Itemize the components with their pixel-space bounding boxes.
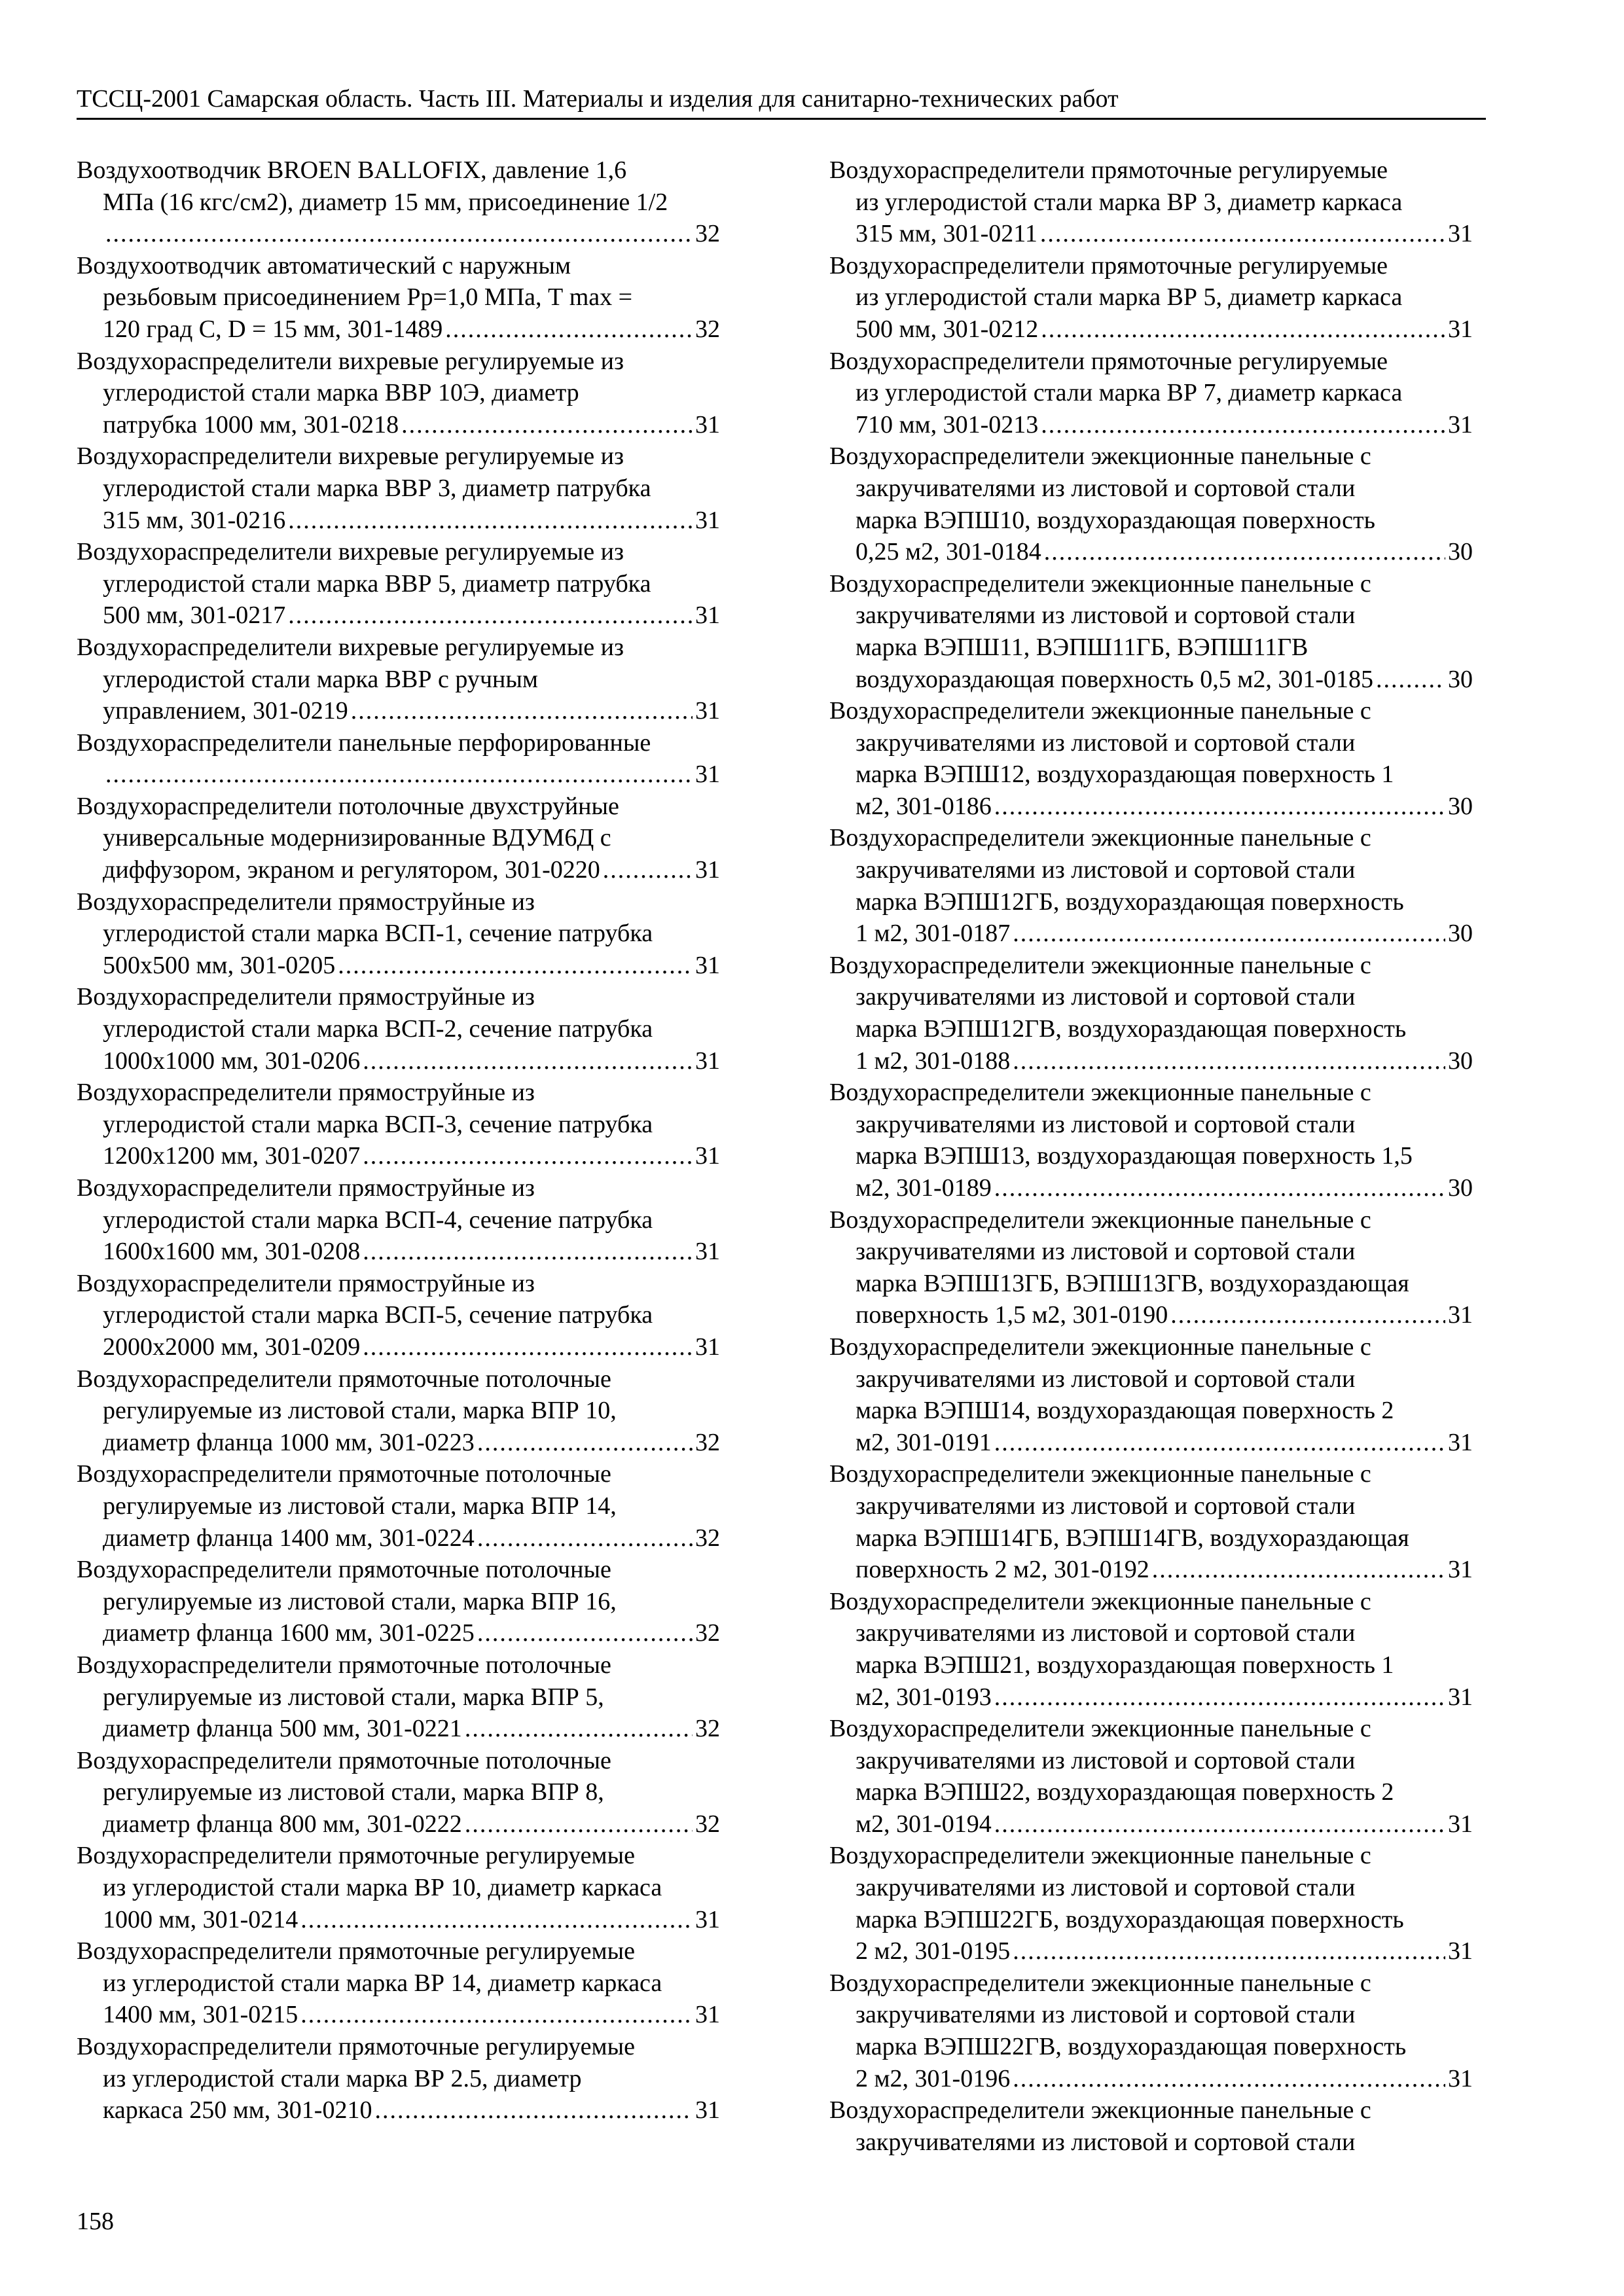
index-entry-line: углеродистой стали марка ВСП-3, сечение патрубка [103, 1110, 653, 1138]
index-entry-leader-line [103, 1331, 720, 1363]
index-entry-line: закручивателями из листовой и сортовой стали [856, 983, 1356, 1011]
index-entry-line: Воздухораспределители эжекционные панельные с [829, 1333, 1371, 1361]
index-entry [77, 440, 720, 536]
index-entry-leader-line [103, 759, 720, 791]
dot-leader [363, 1045, 693, 1077]
index-entry-line: Воздухораспределители прямоструйные из [77, 1269, 535, 1297]
index-entry-leader-line [856, 218, 1473, 250]
index-entry-last-line: м2, 301-0194 [856, 1810, 992, 1838]
index-entry-leader-line [103, 1617, 720, 1649]
index-entry-leader-line [103, 1904, 720, 1936]
index-entry [77, 1172, 720, 1268]
index-entry-line: Воздухораспределители эжекционные панельные с [829, 2096, 1371, 2125]
header-divider [77, 118, 1486, 120]
index-entry-leader-line [103, 1522, 720, 1554]
index-entry [829, 1586, 1473, 1713]
index-entry-line: закручивателями из листовой и сортовой стали [856, 474, 1356, 502]
dot-leader [351, 695, 693, 727]
index-entry-page: 31 [1448, 315, 1473, 343]
index-entry-leader-line [856, 1554, 1473, 1586]
index-entry-page: 31 [1448, 1810, 1473, 1838]
index-entry-last-line: 1000 мм, 301-0214 [103, 1905, 298, 1933]
index-entry-line: закручивателями из листовой и сортовой стали [856, 1492, 1356, 1520]
index-entry-leader-line [103, 600, 720, 632]
index-entry-line: марка ВЭПШ22ГВ, воздухораздающая поверхность [856, 2033, 1407, 2061]
index-entry-line: Воздухораспределители прямоточные потолочные [77, 1746, 611, 1774]
dot-leader [1170, 1299, 1445, 1331]
index-entry-line: марка ВЭПШ21, воздухораздающая поверхность 1 [856, 1651, 1394, 1679]
index-entry-last-line: 1000х1000 мм, 301-0206 [103, 1047, 361, 1075]
index-entry-line: закручивателями из листовой и сортовой стали [856, 2001, 1356, 2029]
index-entry-page: 30 [1448, 538, 1473, 566]
index-entry-line: закручивателями из листовой и сортовой стали [856, 1110, 1356, 1138]
index-entry-leader-line [103, 505, 720, 537]
dot-leader [1013, 2063, 1445, 2095]
index-entry-leader-line [103, 950, 720, 982]
index-entry-leader-line [103, 1045, 720, 1077]
index-entry [77, 154, 720, 250]
index-entry-last-line: 0,25 м2, 301-0184 [856, 538, 1041, 566]
index-entry-line: марка ВЭПШ13ГБ, ВЭПШ13ГВ, воздухораздающая [856, 1269, 1409, 1297]
index-entry-page: 31 [1448, 1556, 1473, 1584]
dot-leader [1376, 664, 1445, 696]
index-entry-page: 31 [695, 1905, 720, 1933]
index-entry-page: 32 [695, 1715, 720, 1743]
index-entry [77, 1935, 720, 2031]
dot-leader [300, 1904, 693, 1936]
index-entry-page: 30 [1448, 920, 1473, 948]
index-entry-line: МПа (16 кгс/см2), диаметр 15 мм, присоединение 1/2 [103, 188, 668, 216]
index-entry-leader-line [103, 1808, 720, 1840]
index-entry-line: углеродистой стали марка ВСП-4, сечение патрубка [103, 1206, 653, 1234]
index-entry-page: 32 [695, 1524, 720, 1552]
index-entry-line: Воздухораспределители прямоточные потолочные [77, 1460, 611, 1488]
index-entry-line: закручивателями из листовой и сортовой стали [856, 601, 1356, 630]
index-entry-leader-line [103, 409, 720, 441]
index-entry-leader-line [856, 1427, 1473, 1459]
index-entry-leader-line [103, 1427, 720, 1459]
index-entry-leader-line [856, 1299, 1473, 1331]
index-entry-line: Воздухораспределители эжекционные панельные с [829, 697, 1371, 725]
index-entry-leader-line [856, 664, 1473, 696]
index-entry-page: 32 [695, 1810, 720, 1838]
index-entry-last-line: диффузором, экраном и регулятором, 301-0220 [103, 856, 600, 884]
index-entry-last-line: 710 мм, 301-0213 [856, 410, 1039, 439]
index-entry-line: закручивателями из листовой и сортовой стали [856, 1874, 1356, 1902]
index-entry-line: закручивателями из листовой и сортовой стали [856, 1238, 1356, 1266]
dot-leader [1040, 218, 1445, 250]
index-entry-line: Воздухораспределители прямоточные регулируемые [829, 347, 1388, 375]
index-entry-page: 30 [1448, 1047, 1473, 1075]
index-entry [77, 981, 720, 1077]
dot-leader [401, 409, 693, 441]
index-entry-leader-line [856, 314, 1473, 346]
index-entry-line: углеродистой стали марка ВСП-5, сечение патрубка [103, 1301, 653, 1329]
dot-leader [300, 1999, 693, 2031]
index-entry [77, 727, 720, 791]
index-entry-page: 31 [695, 1142, 720, 1170]
index-entry-last-line: 2 м2, 301-0195 [856, 1937, 1011, 1965]
dot-leader [1041, 409, 1445, 441]
index-entry-line: регулируемые из листовой стали, марка ВПР 10, [103, 1397, 617, 1425]
index-entry-page: 31 [695, 1238, 720, 1266]
index-entry [77, 250, 720, 346]
index-entry-last-line: 315 мм, 301-0211 [856, 220, 1038, 248]
index-entry-last-line: 120 град С, D = 15 мм, 301-1489 [103, 315, 443, 343]
index-entry-line: Воздухораспределители панельные перфорированные [77, 728, 651, 757]
index-entry-line: универсальные модернизированные ВДУМ6Д с [103, 824, 611, 852]
index-entry-page: 31 [695, 697, 720, 725]
index-entry [77, 1649, 720, 1745]
index-entry-last-line: 2000х2000 мм, 301-0209 [103, 1333, 361, 1361]
index-entry-page: 31 [695, 506, 720, 534]
index-entry-line: Воздухораспределители эжекционные панельные с [829, 1969, 1371, 1997]
index-entry-line: углеродистой стали марка ВСП-2, сечение патрубка [103, 1015, 653, 1043]
index-entry-leader-line [856, 1045, 1473, 1077]
index-entry-line: закручивателями из листовой и сортовой стали [856, 1365, 1356, 1393]
index-entry-line: Воздухораспределители эжекционные панельные с [829, 951, 1371, 979]
dot-leader [105, 218, 693, 250]
index-entry [829, 695, 1473, 822]
index-entry-last-line: 1600х1600 мм, 301-0208 [103, 1238, 361, 1266]
index-entry-page: 31 [1448, 1683, 1473, 1711]
index-entry-last-line: м2, 301-0191 [856, 1428, 992, 1456]
dot-leader [1041, 314, 1445, 346]
index-entry-line: Воздухораспределители потолочные двухструйные [77, 792, 619, 820]
index-entry-last-line: 500 мм, 301-0212 [856, 315, 1039, 343]
index-entry-line: углеродистой стали марка ВСП-1, сечение патрубка [103, 920, 653, 948]
index-entry-line: Воздухораспределители прямоструйные из [77, 983, 535, 1011]
index-entry-page: 31 [695, 951, 720, 979]
index-entry-line: Воздухораспределители вихревые регулируемые из [77, 633, 624, 661]
index-entry-last-line: м2, 301-0186 [856, 792, 992, 820]
index-entry-line: из углеродистой стали марка ВР 2.5, диаметр [103, 2064, 582, 2092]
index-entry-line: марка ВЭПШ12ГВ, воздухораздающая поверхность [856, 1015, 1407, 1043]
index-entry-page: 30 [1448, 792, 1473, 820]
index-entry-line: Воздухораспределители прямоструйные из [77, 888, 535, 916]
index-entry-line: Воздухораспределители прямоточные регулируемые [77, 2033, 635, 2061]
index-entry [829, 1713, 1473, 1840]
index-entry [829, 154, 1473, 250]
index-entry-page: 31 [1448, 1301, 1473, 1329]
index-entry-line: из углеродистой стали марка ВР 7, диаметр каркаса [856, 379, 1403, 407]
index-entry-line: Воздухоотводчик автоматический с наружным [77, 251, 571, 279]
index-entry-page: 32 [695, 1619, 720, 1647]
index-entry-page: 30 [1448, 665, 1473, 693]
index-entry-leader-line [856, 2063, 1473, 2095]
dot-leader [1152, 1554, 1445, 1586]
index-entry-line: из углеродистой стали марка ВР 3, диаметр каркаса [856, 188, 1403, 216]
index-entry-page: 30 [1448, 1174, 1473, 1202]
dot-leader [338, 950, 693, 982]
index-entry-line: Воздухораспределители эжекционные панельные с [829, 1842, 1371, 1870]
index-entry-line: Воздухораспределители прямоточные потолочные [77, 1651, 611, 1679]
index-entry-page: 32 [695, 220, 720, 248]
index-entry [77, 2031, 720, 2126]
index-entry-line: закручивателями из листовой и сортовой стали [856, 1746, 1356, 1774]
dot-leader [105, 759, 693, 791]
index-entry-line: Воздухораспределители эжекционные панельные с [829, 1460, 1371, 1488]
index-entry-last-line: 1400 мм, 301-0215 [103, 2001, 298, 2029]
index-entry-line: марка ВЭПШ22ГБ, воздухораздающая поверхность [856, 1905, 1404, 1933]
index-entry [829, 1458, 1473, 1585]
index-entry-page: 31 [1448, 2064, 1473, 2092]
index-entry-line: Воздухораспределители вихревые регулируемые из [77, 347, 624, 375]
dot-leader [465, 1713, 693, 1745]
index-entry-line: Воздухораспределители прямоточные потолочные [77, 1556, 611, 1584]
index-entry-line: Воздухораспределители вихревые регулируемые из [77, 538, 624, 566]
index-entry [829, 950, 1473, 1077]
index-entry-line: из углеродистой стали марка ВР 10, диаметр каркаса [103, 1874, 662, 1902]
index-entry-last-line: 500 мм, 301-0217 [103, 601, 286, 630]
dot-leader [445, 314, 693, 346]
dot-leader [994, 1172, 1445, 1204]
index-entry-line: из углеродистой стали марка ВР 14, диаметр каркаса [103, 1969, 662, 1997]
index-entry-line: Воздухораспределители эжекционные панельные с [829, 1715, 1371, 1743]
index-entry-page: 31 [695, 2001, 720, 2029]
index-entry [829, 1967, 1473, 2094]
index-entry-page: 31 [695, 2096, 720, 2125]
index-entry-last-line: м2, 301-0193 [856, 1683, 992, 1711]
index-entry-page: 32 [695, 315, 720, 343]
index-entry-line: Воздухораспределители прямоточные регулируемые [829, 251, 1388, 279]
index-entry-line: углеродистой стали марка ВВР с ручным [103, 665, 538, 693]
index-entry-line: Воздухоотводчик BROEN BALLOFIX, давление 1,6 [77, 156, 627, 184]
index-entry [77, 791, 720, 886]
index-entry-line: Воздухораспределители эжекционные панельные с [829, 1206, 1371, 1234]
index-entry-line: закручивателями из листовой и сортовой стали [856, 856, 1356, 884]
index-entry [77, 632, 720, 727]
index-entry [77, 886, 720, 982]
index-entry [829, 250, 1473, 346]
index-entry-leader-line [103, 314, 720, 346]
dot-leader [1013, 918, 1445, 950]
index-entry-last-line: 500х500 мм, 301-0205 [103, 951, 336, 979]
index-entry-line: углеродистой стали марка ВВР 3, диаметр патрубка [103, 474, 651, 502]
dot-leader [363, 1236, 693, 1268]
index-column-left [77, 154, 720, 2126]
index-entry-last-line: 2 м2, 301-0196 [856, 2064, 1011, 2092]
index-entry [829, 1331, 1473, 1458]
index-entry-line: Воздухораспределители эжекционные панельные с [829, 1079, 1371, 1107]
dot-leader [1013, 1935, 1445, 1967]
index-entry [829, 346, 1473, 441]
index-entry [77, 1268, 720, 1363]
index-entry-line: из углеродистой стали марка ВР 5, диаметр каркаса [856, 283, 1403, 312]
index-entry-line: марка ВЭПШ12, воздухораздающая поверхность 1 [856, 761, 1394, 789]
index-entry-line: марка ВЭПШ14, воздухораздающая поверхность 2 [856, 1397, 1394, 1425]
index-entry-page: 31 [695, 761, 720, 789]
page-number: 158 [77, 2208, 114, 2235]
index-entry [829, 2094, 1473, 2158]
index-entry-last-line: 1 м2, 301-0187 [856, 920, 1011, 948]
dot-leader [374, 2094, 693, 2126]
index-entry-page: 31 [1448, 410, 1473, 439]
index-entry-page: 31 [1448, 1428, 1473, 1456]
index-entry-leader-line [856, 918, 1473, 950]
index-entry [829, 1077, 1473, 1204]
index-entry [77, 1458, 720, 1554]
index-entry [77, 536, 720, 632]
index-entry [829, 822, 1473, 949]
index-entry-last-line: воздухораздающая поверхность 0,5 м2, 301-0185 [856, 665, 1373, 693]
index-entry-leader-line [103, 854, 720, 886]
index-entry-line: закручивателями из листовой и сортовой стали [856, 2128, 1356, 2156]
index-entry [77, 1840, 720, 1935]
dot-leader [288, 600, 693, 632]
index-entry [829, 440, 1473, 567]
index-entry-last-line: диаметр фланца 1000 мм, 301-0223 [103, 1428, 475, 1456]
dot-leader [465, 1808, 693, 1840]
index-entry-leader-line [856, 791, 1473, 823]
index-entry-line: регулируемые из листовой стали, марка ВПР 5, [103, 1683, 604, 1711]
index-entry [829, 568, 1473, 695]
index-entry [829, 1840, 1473, 1967]
dot-leader [603, 854, 693, 886]
index-entry-page: 31 [1448, 220, 1473, 248]
index-entry-leader-line [856, 1681, 1473, 1713]
dot-leader [994, 791, 1445, 823]
index-entry [77, 1363, 720, 1459]
index-entry-last-line: поверхность 2 м2, 301-0192 [856, 1556, 1149, 1584]
index-entry-leader-line [103, 1140, 720, 1172]
index-entry-last-line: диаметр фланца 500 мм, 301-0221 [103, 1715, 462, 1743]
index-entry-page: 31 [695, 410, 720, 439]
index-entry-line: Воздухораспределители эжекционные панельные с [829, 569, 1371, 598]
index-entry-line: марка ВЭПШ13, воздухораздающая поверхность 1,5 [856, 1142, 1413, 1170]
index-entry-line: углеродистой стали марка ВВР 5, диаметр патрубка [103, 569, 651, 598]
index-entry-line: Воздухораспределители эжекционные панельные с [829, 442, 1371, 471]
dot-leader [1013, 1045, 1445, 1077]
index-entry-page: 32 [695, 1428, 720, 1456]
dot-leader [363, 1140, 693, 1172]
index-entry-last-line: управлением, 301-0219 [103, 697, 348, 725]
index-entry-line: марка ВЭПШ12ГБ, воздухораздающая поверхность [856, 888, 1404, 916]
index-entry [77, 1554, 720, 1649]
index-entry-leader-line [103, 1236, 720, 1268]
index-entry-line: регулируемые из листовой стали, марка ВПР 14, [103, 1492, 617, 1520]
index-entry-page: 31 [695, 1047, 720, 1075]
index-entry-last-line: поверхность 1,5 м2, 301-0190 [856, 1301, 1168, 1329]
index-entry-line: Воздухораспределители прямоструйные из [77, 1174, 535, 1202]
index-entry-leader-line [856, 409, 1473, 441]
index-entry-line: Воздухораспределители прямоточные регулируемые [829, 156, 1388, 184]
index-entry-last-line: каркаса 250 мм, 301-0210 [103, 2096, 372, 2125]
index-entry-page: 31 [1448, 1937, 1473, 1965]
index-entry-last-line: диаметр фланца 1600 мм, 301-0225 [103, 1619, 475, 1647]
index-entry-leader-line [103, 695, 720, 727]
index-entry-last-line: 315 мм, 301-0216 [103, 506, 286, 534]
dot-leader [994, 1681, 1445, 1713]
index-entry-leader-line [856, 536, 1473, 568]
index-entry-line: Воздухораспределители прямоточные регулируемые [77, 1842, 635, 1870]
index-entry [829, 1204, 1473, 1331]
index-entry-line: закручивателями из листовой и сортовой стали [856, 728, 1356, 757]
index-entry [77, 346, 720, 441]
running-header: ТССЦ-2001 Самарская область. Часть III. Материалы и изделия для санитарно-технических работ [77, 85, 1119, 113]
index-entry-last-line: 1200х1200 мм, 301-0207 [103, 1142, 361, 1170]
index-column-right [829, 154, 1473, 2158]
index-entry-page: 31 [695, 1333, 720, 1361]
index-entry-line: Воздухораспределители прямоточные регулируемые [77, 1937, 635, 1965]
index-entry-line: закручивателями из листовой и сортовой стали [856, 1619, 1356, 1647]
index-entry-line: регулируемые из листовой стали, марка ВПР 16, [103, 1587, 617, 1615]
dot-leader [1044, 536, 1445, 568]
dot-leader [477, 1522, 693, 1554]
index-entry-line: марка ВЭПШ14ГБ, ВЭПШ14ГВ, воздухораздающая [856, 1524, 1409, 1552]
index-entry-line: Воздухораспределители прямоточные потолочные [77, 1365, 611, 1393]
index-entry-line: Воздухораспределители эжекционные панельные с [829, 824, 1371, 852]
index-entry-line: марка ВЭПШ10, воздухораздающая поверхность [856, 506, 1375, 534]
index-entry-leader-line [103, 1999, 720, 2031]
index-entry [77, 1077, 720, 1172]
index-entry-line: регулируемые из листовой стали, марка ВПР 8, [103, 1778, 604, 1806]
index-entry-leader-line [856, 1935, 1473, 1967]
index-entry [77, 1745, 720, 1840]
index-entry-line: Воздухораспределители прямоструйные из [77, 1079, 535, 1107]
index-entry-last-line: патрубка 1000 мм, 301-0218 [103, 410, 399, 439]
index-entry-line: марка ВЭПШ22, воздухораздающая поверхность 2 [856, 1778, 1394, 1806]
dot-leader [363, 1331, 693, 1363]
index-entry-leader-line [103, 1713, 720, 1745]
index-entry-page: 31 [695, 601, 720, 630]
index-entry-leader-line [856, 1172, 1473, 1204]
index-entry-leader-line [103, 218, 720, 250]
index-entry-line: углеродистой стали марка ВВР 10Э, диаметр [103, 379, 579, 407]
dot-leader [288, 505, 693, 537]
index-entry-last-line: диаметр фланца 1400 мм, 301-0224 [103, 1524, 475, 1552]
index-entry-leader-line [103, 2094, 720, 2126]
index-entry-page: 31 [695, 856, 720, 884]
index-entry-last-line: м2, 301-0189 [856, 1174, 992, 1202]
index-entry-line: марка ВЭПШ11, ВЭПШ11ГБ, ВЭПШ11ГВ [856, 633, 1308, 661]
index-entry-line: резьбовым присоединением Рр=1,0 МПа, Т max = [103, 283, 633, 312]
index-entry-line: Воздухораспределители эжекционные панельные с [829, 1587, 1371, 1615]
index-entry-last-line: 1 м2, 301-0188 [856, 1047, 1011, 1075]
index-entry-line: Воздухораспределители вихревые регулируемые из [77, 442, 624, 471]
index-entry-last-line: диаметр фланца 800 мм, 301-0222 [103, 1810, 462, 1838]
dot-leader [477, 1617, 693, 1649]
dot-leader [994, 1427, 1445, 1459]
dot-leader [994, 1808, 1445, 1840]
dot-leader [477, 1427, 693, 1459]
index-entry-leader-line [856, 1808, 1473, 1840]
